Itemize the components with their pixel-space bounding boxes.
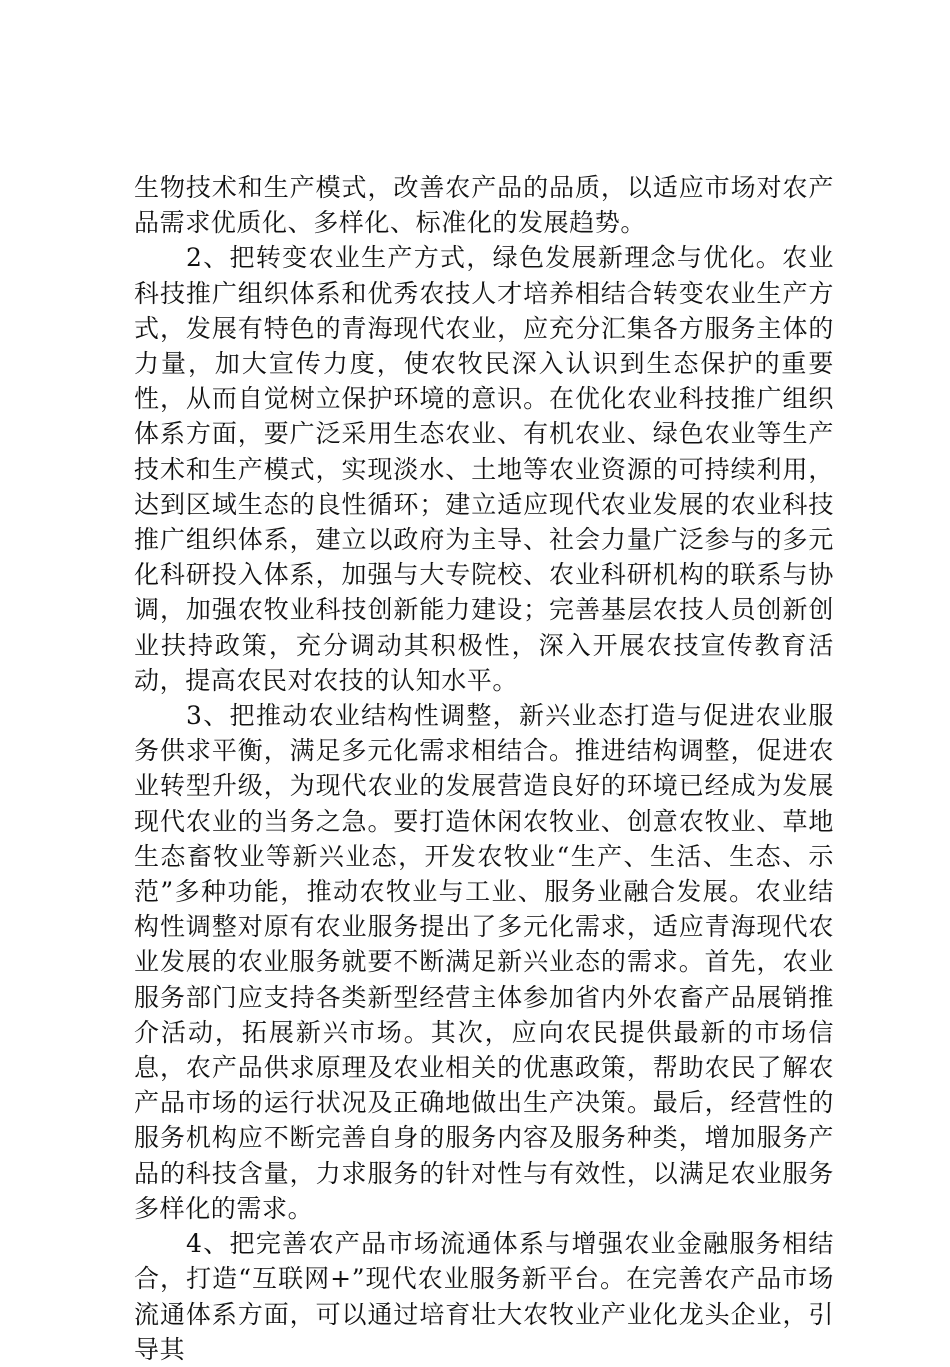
paragraph-3: 3、把推动农业结构性调整，新兴业态打造与促进农业服务供求平衡，满足多元化需求相结合。推进结构调整，促进农业转型升级，为现代农业的发展营造良好的环境已经成为发展现代农业的当务之急。要打造休闲农牧业、创意农牧业、草地生态畜牧业等新兴业态，开发农牧业“生产、生活、生态、示范”多种功能，推动农牧业与工业、服务业融合发展。农业结构性调整对原有农业服务提出了多元化需求，适应青海现代农业发展的农业服务就要不断满足新兴业态的需求。首先，农业服务部门应支持各类新型经营主体参加省内外农畜产品展销推介活动，拓展新兴市场。其次，应向农民提供最新的市场信息，农产品供求原理及农业相关的优惠政策，帮助农民了解农产品市场的运行状况及正确地做出生产决策。最后，经营性的服务机构应不断完善自身的服务内容及服务种类，增加服务产品的科技含量，力求服务的针对性与有效性，以满足农业服务多样化的需求。 xyxy=(134,701,834,1223)
paragraph-2: 2、把转变农业生产方式，绿色发展新理念与优化。农业科技推广组织体系和优秀农技人才培养相结合转变农业生产方式，发展有特色的青海现代农业，应充分汇集各方服务主体的力量，加大宣传力度，使农牧民深入认识到生态保护的重要性，从而自觉树立保护环境的意识。在优化农业科技推广组织体系方面，要广泛采用生态农业、有机农业、绿色农业等生产技术和生产模式，实现淡水、土地等农业资源的可持续利用，达到区域生态的良性循环；建立适应现代农业发展的农业科技推广组织体系，建立以政府为主导、社会力量广泛参与的多元化科研投入体系，加强与大专院校、农业科研机构的联系与协调，加强农牧业科技创新能力建设；完善基层农技人员创新创业扶持政策，充分调动其积极性，深入开展农技宣传教育活动，提高农民对农技的认知水平。 xyxy=(134,243,834,695)
paragraph-4: 4、把完善农产品市场流通体系与增强农业金融服务相结合，打造“互联网+”现代农业服务新平台。在完善农产品市场流通体系方面，可以通过培育壮大农牧业产业化龙头企业，引导其 xyxy=(134,1229,834,1364)
paragraph-continuation: 生物技术和生产模式，改善农产品的品质，以适应市场对农产品需求优质化、多样化、标准化的发展趋势。 xyxy=(134,173,834,238)
document-body xyxy=(134,170,834,1367)
